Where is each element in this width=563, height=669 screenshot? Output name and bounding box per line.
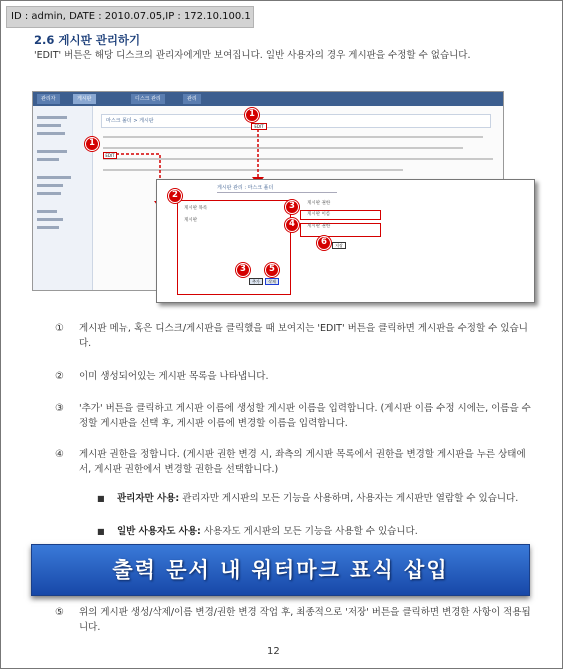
permission-option-text [117, 524, 531, 539]
step-number: ② [55, 371, 64, 382]
app-tab: 관리 [183, 94, 201, 104]
add-button[interactable]: 추가 [249, 278, 263, 285]
bullet-square-icon: ■ [97, 527, 105, 536]
section-title: 2.6 게시판 관리하기 [34, 33, 141, 47]
callout-badge-3: 3 [236, 263, 250, 277]
app-tab: 게시판 [73, 94, 96, 104]
app-tab: 디스크 관리 [131, 94, 165, 104]
bullet-square-icon: ■ [97, 494, 105, 503]
permission-option-title: 관리자만 사용: [117, 493, 180, 504]
save-button[interactable]: 저장 [332, 242, 346, 249]
callout-badge-5: 5 [265, 263, 279, 277]
step-number: ⑤ [55, 607, 64, 618]
edit-button[interactable]: EDIT [251, 123, 267, 130]
app-content-title: 마스크 폴더 > 게시판 [101, 114, 491, 128]
step-number: ④ [55, 449, 64, 460]
callout-badge-6: 6 [317, 236, 331, 250]
meta-bar: ID : admin, DATE : 2010.07.05,IP : 172.10.100.1 [6, 6, 254, 28]
watermark-banner: 출력 문서 내 워터마크 표식 삽입 [31, 544, 530, 596]
board-permission-field[interactable]: 게시판 권한 [300, 223, 381, 237]
app-tab: 관리자 [37, 94, 60, 104]
board-name-field[interactable]: 게시판 이름 [300, 210, 381, 220]
screenshot-figure [32, 91, 535, 303]
popup-title: 게시판 관리 : 마스크 폴더 [217, 184, 337, 193]
permission-option-text [117, 491, 531, 506]
step-text: 게시판 권한을 정합니다. (게시판 권한 변경 시, 좌측의 게시판 목록에서 권한을 변경할 게시판을 누른 상태에서, 게시판 권한에서 변경할 권한을 선택합니다.) [79, 449, 526, 475]
page-number: 12 [267, 646, 280, 657]
step-text: 이미 생성되어있는 게시판 목록을 나타냅니다. [79, 371, 269, 382]
board-permission-label: 게시판 권한 [307, 201, 331, 206]
step-text: 위의 게시판 생성/삭제/이름 변경/권한 변경 작업 후, 최종적으로 '저장' 버튼을 클릭하면 변경한 사항이 적용됩니다. [79, 607, 531, 633]
step-text: 게시판 메뉴, 혹은 디스크/게시판을 클릭했을 때 보여지는 'EDIT' 버튼을 클릭하면 게시판을 수정할 수 있습니다. [79, 323, 528, 349]
permission-option-desc: 관리자만 게시판의 모든 기능을 사용하며, 사용자는 게시판만 열람할 수 있습니다. [179, 493, 519, 504]
callout-badge-4: 4 [285, 218, 299, 232]
delete-button[interactable]: 삭제 [265, 278, 279, 285]
callout-badge-1: 1 [85, 137, 99, 151]
edit-button-sidebar[interactable]: EDIT [103, 152, 117, 159]
permission-option-desc: 사용자도 게시판의 모든 기능을 사용할 수 있습니다. [200, 526, 418, 537]
board-list-item[interactable]: 게시판 [184, 218, 198, 223]
callout-badge-2: 2 [168, 189, 182, 203]
board-list-label: 게시판 목록 [184, 206, 208, 211]
callout-badge-1: 1 [245, 108, 259, 122]
step-number: ① [55, 323, 64, 334]
board-edit-popup [156, 179, 535, 303]
callout-badge-3: 3 [285, 200, 299, 214]
section-intro: 'EDIT' 버튼은 해당 디스크의 관리자에게만 보여집니다. 일반 사용자의 경우 게시판을 수정할 수 없습니다. [34, 50, 471, 61]
step-number: ③ [55, 403, 64, 414]
step-text: '추가' 버튼을 클릭하고 게시판 이름에 생성할 게시판 이름을 입력합니다. (게시판 이름 수정 시에는, 이름을 수정할 게시판을 선택 후, 게시판 이름에 변경할 이름을 입력합니다. [79, 403, 531, 429]
permission-option-title: 일반 사용자도 사용: [117, 526, 201, 537]
